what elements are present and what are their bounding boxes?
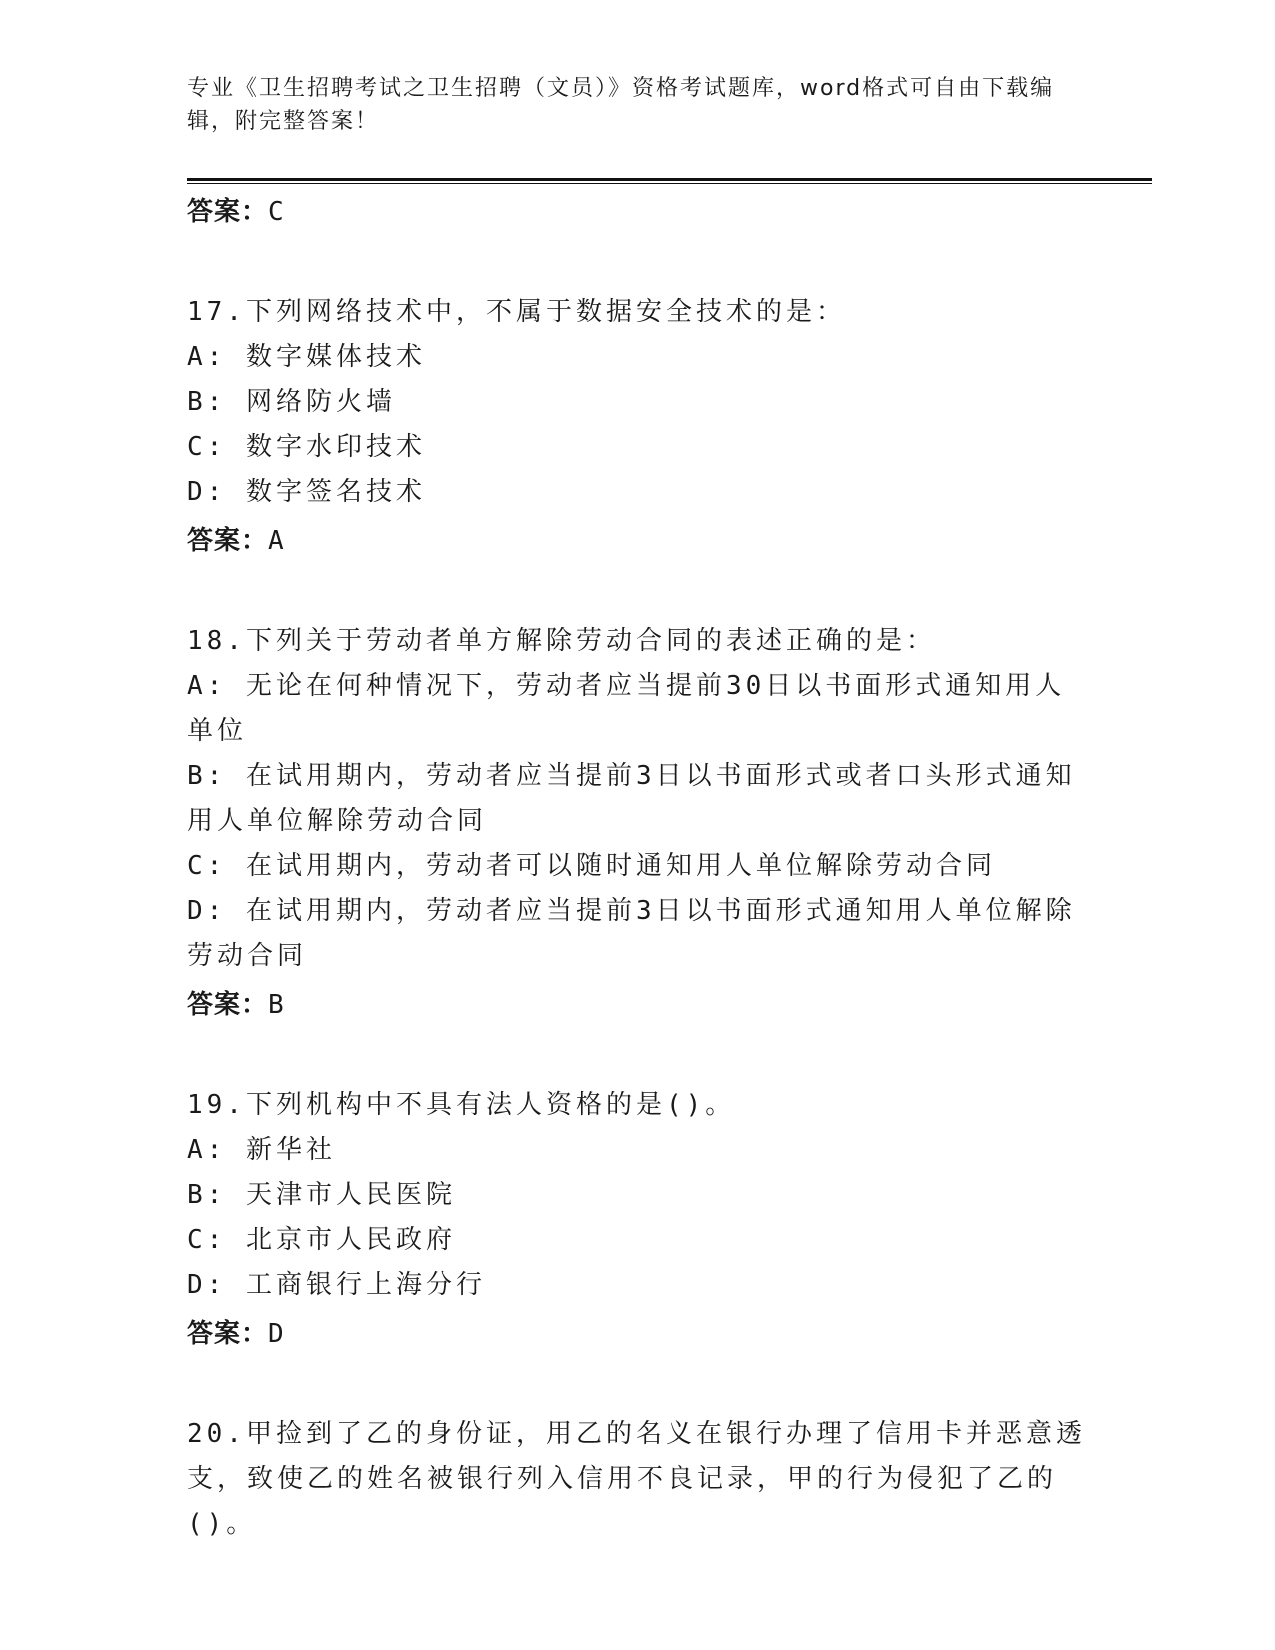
option-c: C: 在试用期内，劳动者可以随时通知用人单位解除劳动合同 [187, 851, 996, 881]
answer-value: C [268, 197, 285, 227]
header-rule-thick [187, 178, 1152, 181]
question-17 [187, 290, 1087, 567]
option-a: A: 数字媒体技术 [187, 342, 426, 372]
option-d: D: 数字签名技术 [187, 477, 426, 507]
answer-line [187, 515, 1087, 567]
option-a: A: 无论在何种情况下，劳动者应当提前30日以书面形式通知用人单位 [187, 671, 1066, 746]
option-d: D: 在试用期内，劳动者应当提前3日以书面形式通知用人单位解除劳动合同 [187, 896, 1076, 971]
question-stem: 19.下列机构中不具有法人资格的是()。 [187, 1090, 736, 1120]
answer-label: 答案： [187, 526, 269, 556]
option-b: B: 在试用期内，劳动者应当提前3日以书面形式或者口头形式通知用人单位解除劳动合同 [187, 761, 1076, 836]
answer-line [187, 1308, 1087, 1360]
question-stem: 17.下列网络技术中，不属于数据安全技术的是： [187, 297, 846, 327]
question-18 [187, 619, 1087, 1031]
question-20 [187, 1412, 1087, 1547]
answer-line [187, 186, 1087, 238]
question-stem: 18.下列关于劳动者单方解除劳动合同的表述正确的是： [187, 626, 936, 656]
answer-value: D [268, 1319, 285, 1349]
document-header: 专业《卫生招聘考试之卫生招聘（文员）》资格考试题库，word格式可自由下载编辑，附完整答案！ [187, 76, 1055, 134]
question-list [187, 186, 1087, 1547]
option-c: C: 数字水印技术 [187, 432, 426, 462]
option-d: D: 工商银行上海分行 [187, 1270, 486, 1300]
option-c: C: 北京市人民政府 [187, 1225, 456, 1255]
option-a: A: 新华社 [187, 1135, 336, 1165]
answer-label: 答案： [187, 990, 269, 1020]
answer-label: 答案： [187, 1319, 269, 1349]
option-b: B: 天津市人民医院 [187, 1180, 456, 1210]
question-19 [187, 1083, 1087, 1360]
answer-line [187, 979, 1087, 1031]
question-stem: 20.甲捡到了乙的身份证，用乙的名义在银行办理了信用卡并恶意透支，致使乙的姓名被银行列入信用不良记录，甲的行为侵犯了乙的()。 [187, 1419, 1086, 1539]
header-rule-thin [187, 183, 1152, 184]
answer-value: A [268, 526, 285, 556]
option-b: B: 网络防火墙 [187, 387, 396, 417]
answer-label: 答案： [187, 197, 269, 227]
answer-value: B [268, 990, 285, 1020]
